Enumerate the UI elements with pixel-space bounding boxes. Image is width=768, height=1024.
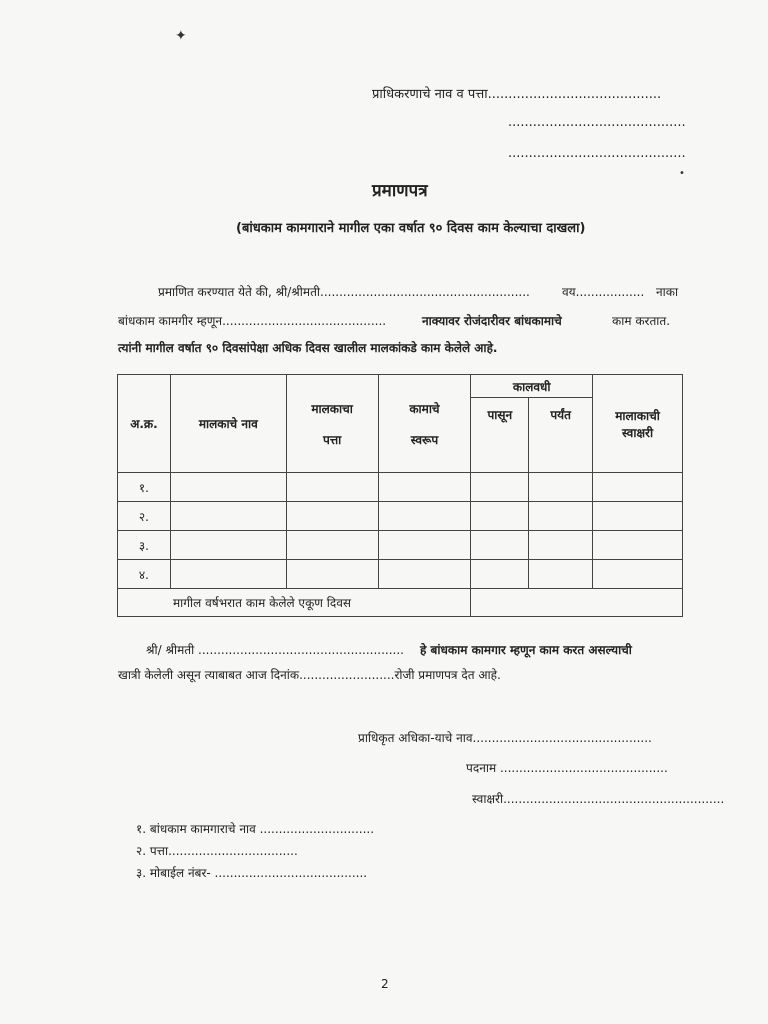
row-serial: २. (118, 502, 171, 531)
scan-mark: ✦ (175, 28, 187, 44)
certify-line-2-end: काम करतात. (612, 314, 671, 328)
officer-signature: स्वाक्षरी.......................................................... (472, 792, 725, 806)
row-serial: ३. (118, 531, 171, 560)
officer-name: प्राधिकृत अधिका-याचे नाव............................................... (358, 731, 652, 745)
certify-line-1: प्रमाणित करण्यात येते की, श्री/श्रीमती....................................................... (158, 285, 530, 299)
scan-mark: • (679, 168, 685, 179)
certify-line-2-mid: नाक्यावर रोजंदारीवर बांधकामाचे (422, 314, 562, 328)
col-owner-address-l2: पत्ता (323, 432, 342, 447)
col-serial: अ.क्र. (118, 375, 171, 473)
col-owner-name: मालकाचे नाव (170, 375, 286, 473)
col-owner-signature (593, 375, 683, 473)
col-work-type-l1: कामाचे (409, 401, 440, 416)
certify-line-3: त्यांनी मागील वर्षात ९० दिवसांपेक्षा अधिक दिवस खालील मालकांकडे काम केलेले आहे. (118, 341, 498, 355)
declaration-line-1-end: हे बांधकाम कामगार म्हणून काम करत असल्याची (420, 643, 632, 657)
table-row (118, 502, 683, 531)
col-from: पासून (471, 398, 529, 473)
declaration-line-1: श्री/ श्रीमती ...................................................... (146, 643, 404, 657)
worker-mobile: ३. मोबाईल नंबर- ........................................ (136, 866, 368, 880)
col-work-type (378, 375, 471, 473)
col-owner-address (286, 375, 378, 473)
col-period: कालवधी (471, 375, 593, 398)
table-total-row (118, 589, 683, 617)
declaration-line-2: खात्री केलेली असून त्याबाबत आज दिनांक.........................रोजी प्रमाणपत्र देत आहे. (118, 668, 501, 682)
employment-table (117, 374, 683, 617)
naka-label: नाका (656, 285, 679, 299)
col-owner-signature-l2: स्वाक्षरी (622, 425, 654, 440)
col-owner-address-l1: मालकाचा (311, 401, 353, 416)
col-to: पर्यंत (529, 398, 593, 473)
total-days-label: मागील वर्षभरात काम केलेले एकूण दिवस (118, 589, 471, 617)
certify-line-2: बांधकाम कामगीर म्हणून........................................... (118, 314, 387, 328)
row-serial: ४. (118, 560, 171, 589)
col-owner-signature-l1: मालाकाची (615, 408, 660, 423)
table-row (118, 531, 683, 560)
worker-address: २. पत्ता.................................. (136, 844, 298, 858)
col-work-type-l2: स्वरूप (410, 432, 439, 447)
page-number: 2 (381, 977, 389, 991)
authority-name-address: प्राधिकरणाचे नाव व पत्ता.......................................... (372, 87, 662, 102)
row-serial: १. (118, 473, 171, 502)
age-field: वय.................. (562, 285, 645, 299)
authority-dots-line-3: ........................................... (508, 146, 686, 161)
authority-dots-line-2: ........................................... (508, 115, 686, 130)
table-row (118, 560, 683, 589)
table-row (118, 473, 683, 502)
total-days-value (471, 589, 683, 617)
worker-name: १. बांधकाम कामगाराचे नाव .............................. (136, 822, 375, 836)
page-title: प्रमाणपत्र (372, 181, 428, 201)
officer-designation: पदनाम ............................................ (466, 761, 668, 775)
page-subtitle: (बांधकाम कामगाराने मागील एका वर्षात ९० दिवस काम केल्याचा दाखला) (236, 221, 586, 236)
